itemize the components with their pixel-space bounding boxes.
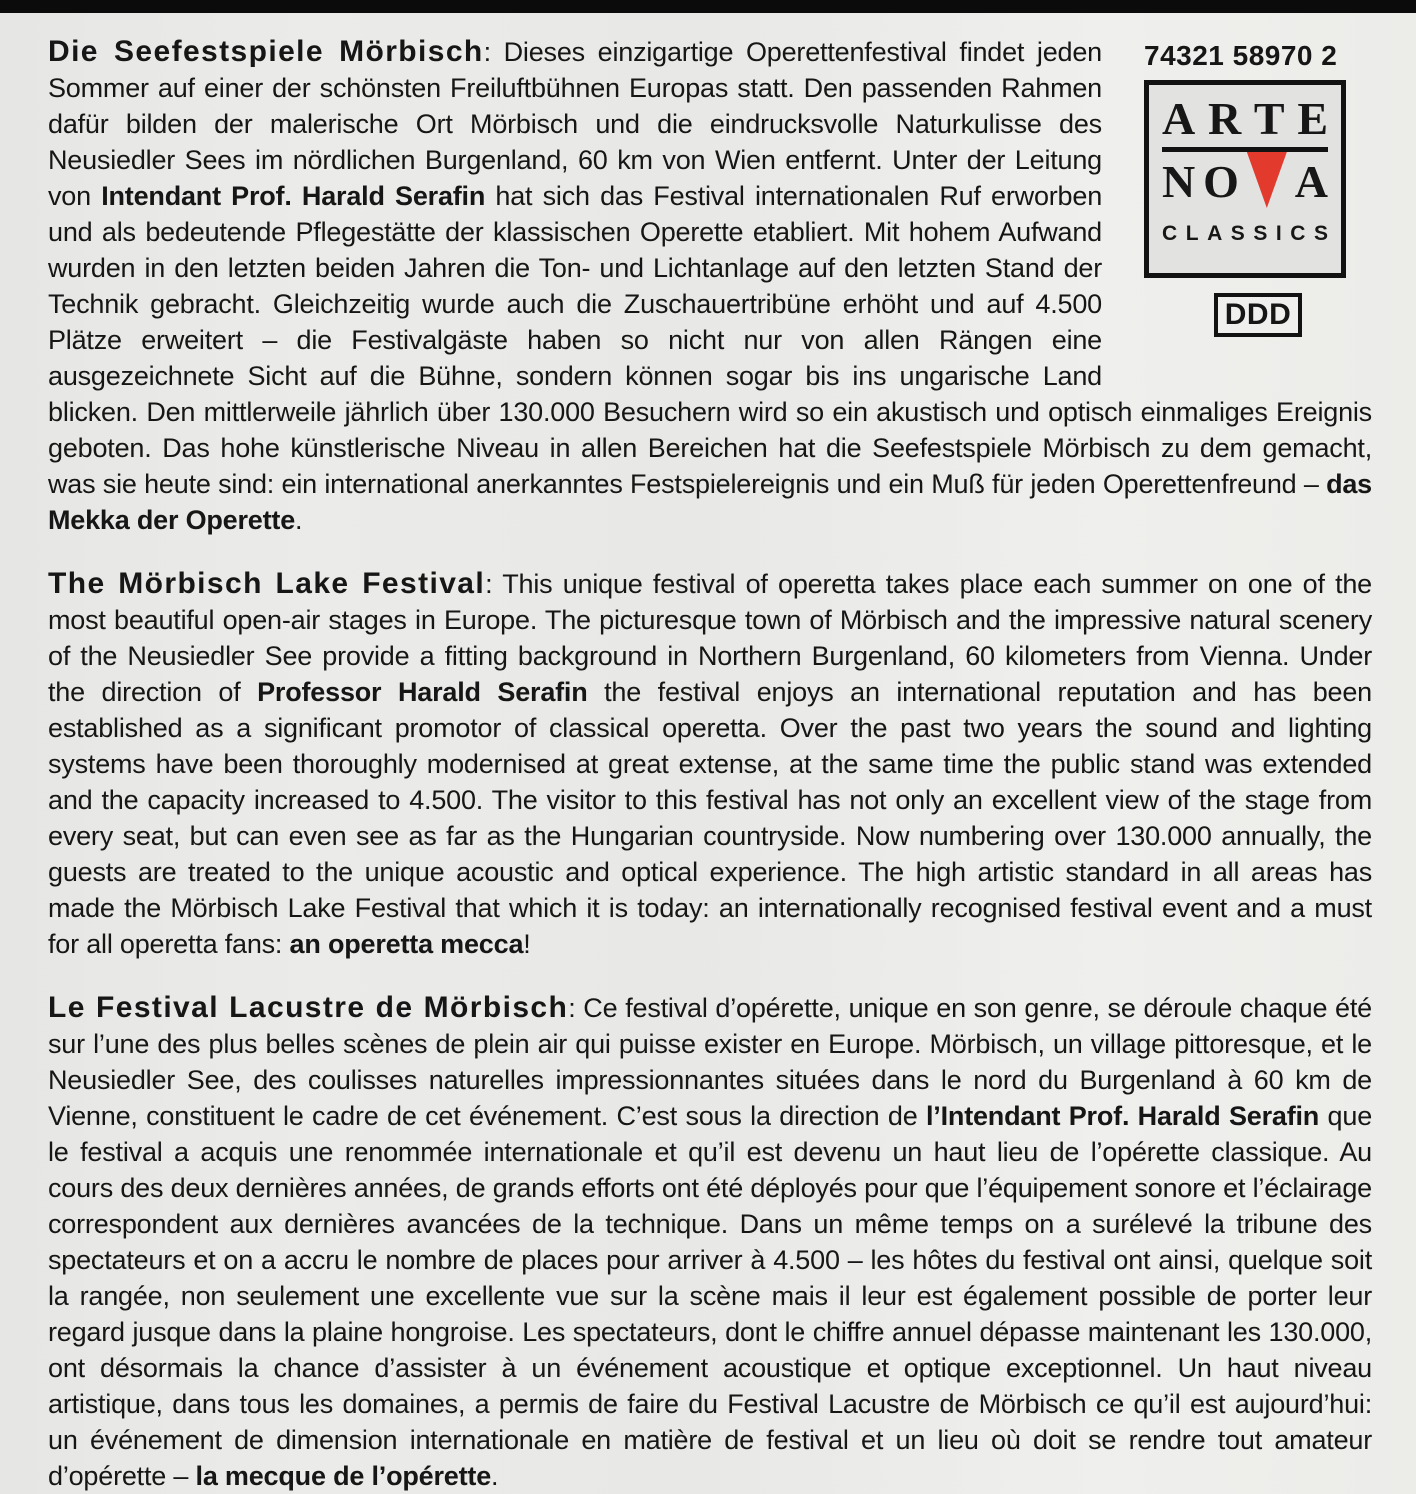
logo-nova-letter: N: [1162, 156, 1196, 207]
ddd-badge-wrap: [1144, 293, 1372, 337]
paragraph-french: Le Festival Lacustre de Mörbisch: Ce festival d’opérette, unique en son genre, se déroule chaque été sur l’une des plus belles scènes de plein air qui puisse exister en Europe. Mörbisch, un village pittoresque, et le Neusiedler See, des coulisses naturelles impressionnantes situées dans le nord du Burgenland à 60 km de Vienne, constituent le cadre de cet événement. C’est sous la direction de l’Intendant Prof. Harald Serafin que le festival a acquis une renommée internationale et qu’il est devenu un haut lieu de l’opérette classique. Au cours des deux dernières années, de grands efforts ont été déployés pour que l’équipement sonore et l’éclairage correspondent aux dernières avancées de la technique. Dans un même temps on a surélevé la tribune des spectateurs et on a accru le nombre de places pour arriver à 4.500 – les hôtes du festival ont ainsi, quelque soit la rangée, non seulement une excellente vue sur la scène mais il leur est également possible de porter leur regard jusque dans la plaine hongroise. Les spectateurs, dont le chiffre annuel dépasse maintenant les 130.000, ont désormais la chance d’assister à un événement acoustique et optique exceptionnel. Un haut niveau artistique, dans tous les domaines, a permis de faire du Festival Lacustre de Mörbisch ce qu’il est aujourd’hui: un événement de dimension internationale en matière de festival et un lieu où doit se rendre tout amateur d’opérette – la mecque de l’opérette.: [48, 991, 1373, 1491]
logo-classics-text: C L A S S I C S: [1162, 222, 1328, 245]
logo-nova-text: [1162, 152, 1328, 210]
scan-edge-bar: [0, 0, 1416, 13]
catalog-number: 74321 58970 2: [1144, 40, 1338, 71]
label-info-block: [1144, 40, 1372, 337]
arte-nova-logo: [1144, 80, 1346, 278]
red-triangle-icon: [1247, 152, 1287, 208]
arte-nova-logo-inner: [1162, 93, 1328, 245]
paragraph-german: Die Seefestspiele Mörbisch: Dieses einzigartige Operettenfestival findet jeden Sommer auf einer der schönsten Freiluftbühnen Europas statt. Den passenden Rahmen dafür bilden der malerische Ort Mörbisch und die eindrucksvolle Naturkulisse des Neusiedler Sees im nördlichen Burgenland, 60 km von Wien entfernt. Unter der Leitung von Intendant Prof. Harald Serafin hat sich das Festival internationalen Ruf erworben und als bedeutende Pflegestätte der klassischen Operette etabliert. Mit hohem Aufwand wurden in den letzten beiden Jahren die Ton- und Lichtanlage auf den letzten Stand der Technik gebracht. Gleichzeitig wurde auch die Zuschauertribüne erhöht und auf 4.500 Plätze erweitert – die Festivalgäste haben so nicht nur von allen Rängen eine ausgezeichnete Sicht auf die Bühne, sondern können sogar bis ins ungarische Land blicken. Den mittlerweile jährlich über 130.000 Besuchern wird so ein akustisch und optisch einmaliges Ereignis geboten. Das hohe künstlerische Niveau in allen Bereichen hat die Seefestspiele Mörbisch zu dem gemacht, was sie heute sind: ein international anerkanntes Festspielereignis und ein Muß für jeden Operettenfreund – das Mekka der Operette.: [48, 35, 1372, 535]
paragraph-english: The Mörbisch Lake Festival: This unique festival of operetta takes place each summer on one of the most beautiful open-air stages in Europe. The picturesque town of Mörbisch and the impressive natural scenery of the Neusiedler See provide a fitting background in Northern Burgenland, 60 kilometers from Vienna. Under the direction of Professor Harald Serafin the festival enjoys an international reputation and has been established as a significant promotor of classical operetta. Over the past two years the sound and lighting systems have been thoroughly modernised at great extense, at the same time the public stand was extended and the capacity increased to 4.500. The visitor to this festival has not only an excellent view of the stage from every seat, but can even see as far as the Hungarian countryside. Now numbering over 130.000 annually, the guests are treated to the unique acoustic and optical experience. The high artistic standard in all areas has made the Mörbisch Lake Festival that which it is today: an internationally recognised festival event and a must for all operetta fans: an operetta mecca!: [48, 567, 1372, 959]
logo-arte-text: A R T E: [1162, 93, 1328, 144]
ddd-format-badge: DDD: [1214, 293, 1303, 337]
logo-nova-letter: A: [1294, 156, 1328, 207]
logo-nova-letter: O: [1203, 156, 1239, 207]
